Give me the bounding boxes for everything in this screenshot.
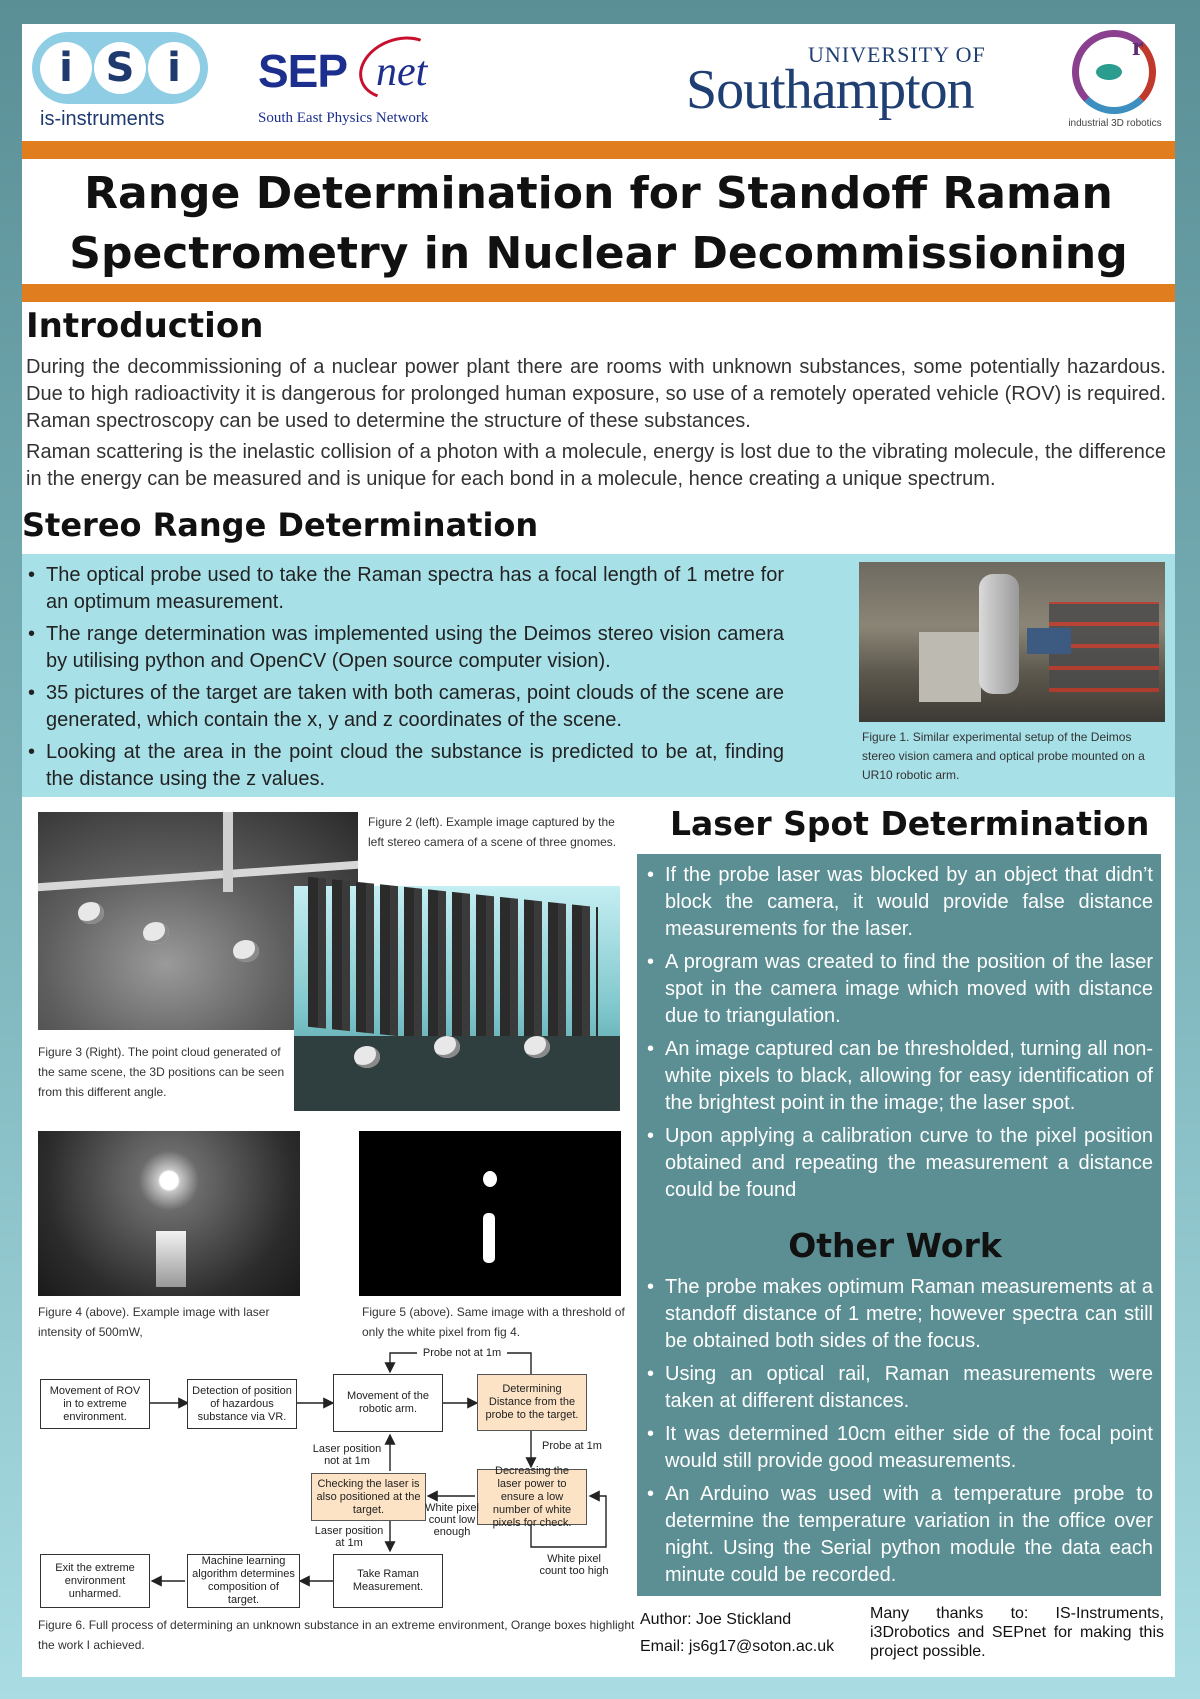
pointcloud-wall bbox=[308, 877, 598, 1057]
flow-box-raman: Take Raman Measurement. bbox=[333, 1554, 443, 1608]
isi-caption: is-instruments bbox=[40, 108, 165, 130]
is-instruments-logo bbox=[32, 32, 210, 136]
gnome-shape bbox=[434, 1036, 460, 1058]
southampton-university-of: UNIVERSITY OF bbox=[808, 42, 986, 67]
figure2-caption: Figure 2 (left). Example image captured by the left stereo camera of a scene of three gnomes. bbox=[368, 815, 617, 849]
laser-spot bbox=[483, 1171, 497, 1187]
figure1-photo bbox=[859, 562, 1165, 722]
list-item: • Upon applying a calibration curve to the pixel position obtained and repeating the measurement a distance could be found bbox=[637, 1123, 1153, 1204]
gnome-shape bbox=[78, 902, 104, 924]
flow-label-white-low: White pixel count low enough bbox=[425, 1502, 479, 1538]
i3d-eye-icon bbox=[1096, 64, 1122, 80]
title-line: Spectrometry in Nuclear Decommissioning bbox=[69, 228, 1128, 279]
author-name: Author: Joe Stickland bbox=[640, 1611, 792, 1628]
gnome-shape bbox=[143, 922, 169, 944]
figure1-caption: Figure 1. Similar experimental setup of the Deimos stereo vision camera and optical probe mounted on a UR10 robotic arm. bbox=[862, 730, 1145, 782]
sepnet-net: net bbox=[376, 49, 428, 95]
flow-box-move-arm: Movement of the robotic arm. bbox=[333, 1374, 443, 1432]
isi-letter: S bbox=[105, 45, 135, 91]
figure5-photo bbox=[359, 1131, 621, 1296]
introduction-paragraph: During the decommissioning of a nuclear power plant there are rooms with unknown substances, some potentially hazardous. Due to high radioactivity it is dangerous for prolonged human exposure, so use of a remotely operated vehicle (ROV) is required. Raman spectroscopy can be used to determine the structure of these substances. bbox=[26, 356, 1166, 432]
list-item: • The range determination was implemented using the Deimos stereo vision camera by utilising python and OpenCV (Open source computer vision). bbox=[26, 621, 784, 675]
figure3-caption: Figure 3 (Right). The point cloud generated of the same scene, the 3D positions can be seen from this different angle. bbox=[38, 1045, 285, 1099]
gnome-shape bbox=[354, 1046, 380, 1068]
sepnet-sep: SEP bbox=[258, 45, 348, 97]
author-block bbox=[640, 1606, 834, 1660]
title-line: Range Determination for Standoff Raman bbox=[84, 168, 1113, 219]
photo-robot-arm bbox=[979, 574, 1019, 694]
flow-box-exit: Exit the extreme environment unharmed. bbox=[40, 1554, 150, 1608]
list-item: • It was determined 10cm either side of the focal point would still provide good measurements. bbox=[637, 1421, 1153, 1475]
photo-post bbox=[223, 812, 233, 892]
list-item: • An image captured can be thresholded, turning all non-white pixels to black, allowing for easy identification of the brightest point in the image; the laser spot. bbox=[637, 1036, 1153, 1117]
stereo-section bbox=[22, 554, 1175, 797]
isi-letter: i bbox=[167, 45, 181, 91]
flow-label-white-high: White pixel count too high bbox=[539, 1553, 609, 1577]
acknowledgements: Many thanks to: IS-Instruments, i3Drobotics and SEPnet for making this project possible. bbox=[870, 1605, 1164, 1660]
stereo-bullets bbox=[26, 562, 784, 798]
laser-heading: Laser Spot Determination bbox=[670, 804, 1150, 843]
poster-title bbox=[22, 164, 1175, 284]
flow-label-probe-at: Probe at 1m bbox=[542, 1440, 602, 1452]
list-item: • An Arduino was used with a temperature probe to determine the temperature variation in the office over night. Using the Serial python module the data each minute could be recorded. bbox=[637, 1481, 1153, 1589]
photo-monitor bbox=[1027, 628, 1071, 654]
flow-box-check: Checking the laser is also positioned at the target. bbox=[311, 1473, 426, 1521]
flow-label-probe-not: Probe not at 1m bbox=[417, 1347, 507, 1359]
flow-box-rov: Movement of ROV in to extreme environment. bbox=[40, 1379, 150, 1429]
figure6-caption: Figure 6. Full process of determining an unknown substance in an extreme environment, Orange boxes highlight the work I achieved. bbox=[38, 1618, 635, 1652]
right-column-box bbox=[637, 854, 1161, 1596]
figure4-caption: Figure 4 (above). Example image with laser intensity of 500mW, bbox=[38, 1305, 270, 1339]
figure5-caption: Figure 5 (above). Same image with a threshold of only the white pixel from fig 4. bbox=[362, 1305, 625, 1339]
poster bbox=[22, 24, 1175, 1677]
stereo-heading: Stereo Range Determination bbox=[22, 506, 539, 544]
laser-bullets bbox=[637, 862, 1153, 1210]
other-work-heading: Other Work bbox=[788, 1226, 1002, 1265]
list-item: • Looking at the area in the point cloud the substance is predicted to be at, finding the distance using the z values. bbox=[26, 739, 784, 793]
flow-label-laser-not: Laser position not at 1m bbox=[312, 1443, 382, 1467]
flow-label-laser-at: Laser position at 1m bbox=[314, 1525, 384, 1549]
list-item: • The optical probe used to take the Raman spectra has a focal length of 1 metre for an optimum measurement. bbox=[26, 562, 784, 616]
southampton-name: Southampton bbox=[686, 59, 974, 121]
isi-letter: i bbox=[59, 45, 73, 91]
figure3-photo bbox=[294, 886, 620, 1111]
process-flowchart bbox=[22, 1347, 642, 1606]
figure4-photo bbox=[38, 1131, 300, 1296]
list-item: • If the probe laser was blocked by an object that didn’t block the camera, it would provide false distance measurements for the laser. bbox=[637, 862, 1153, 943]
divider-bar bbox=[22, 141, 1175, 159]
flow-box-detect: Detection of position of hazardous substance via VR. bbox=[187, 1379, 297, 1429]
i3d-mark: r bbox=[1132, 32, 1144, 61]
laser-reflection bbox=[156, 1231, 186, 1287]
other-work-bullets bbox=[637, 1274, 1153, 1595]
photo-cabinet bbox=[919, 632, 981, 702]
introduction-paragraph: Raman scattering is the inelastic collision of a photon with a molecule, energy is lost due to the vibrating molecule, the difference in the energy can be measured and is unique for each bond in a molecule, hence creating a unique spectrum. bbox=[26, 441, 1166, 490]
logo-bar bbox=[22, 24, 1175, 139]
southampton-logo bbox=[686, 36, 1006, 132]
flow-box-decrease: Decreasing the laser power to ensure a low number of white pixels for check. bbox=[477, 1469, 587, 1525]
flow-box-ml: Machine learning algorithm determines composition of target. bbox=[187, 1554, 300, 1608]
list-item: • Using an optical rail, Raman measurements were taken at different distances. bbox=[637, 1361, 1153, 1415]
i3d-caption: industrial 3D robotics bbox=[1068, 118, 1162, 129]
flow-box-determine: Determining Distance from the probe to the target. bbox=[477, 1374, 587, 1431]
list-item: • A program was created to find the position of the laser spot in the camera image which moved with distance due to triangulation. bbox=[637, 949, 1153, 1030]
isi-pill bbox=[32, 32, 208, 104]
sepnet-caption: South East Physics Network bbox=[258, 110, 429, 126]
gnome-shape bbox=[524, 1036, 550, 1058]
list-item: • 35 pictures of the target are taken with both cameras, point clouds of the scene are generated, which contain the x, y and z coordinates of the scene. bbox=[26, 680, 784, 734]
gnome-shape bbox=[233, 940, 259, 962]
author-email[interactable]: Email: js6g17@soton.ac.uk bbox=[640, 1638, 835, 1655]
sepnet-logo bbox=[258, 34, 468, 134]
list-item: • The probe makes optimum Raman measurements at a standoff distance of 1 metre; however spectra can still be obtained both sides of the focus. bbox=[637, 1274, 1153, 1355]
introduction-text bbox=[26, 354, 1166, 497]
laser-reflection bbox=[483, 1213, 495, 1263]
i3d-robotics-logo bbox=[1060, 30, 1170, 134]
divider-bar bbox=[22, 284, 1175, 302]
introduction-heading: Introduction bbox=[26, 306, 264, 346]
